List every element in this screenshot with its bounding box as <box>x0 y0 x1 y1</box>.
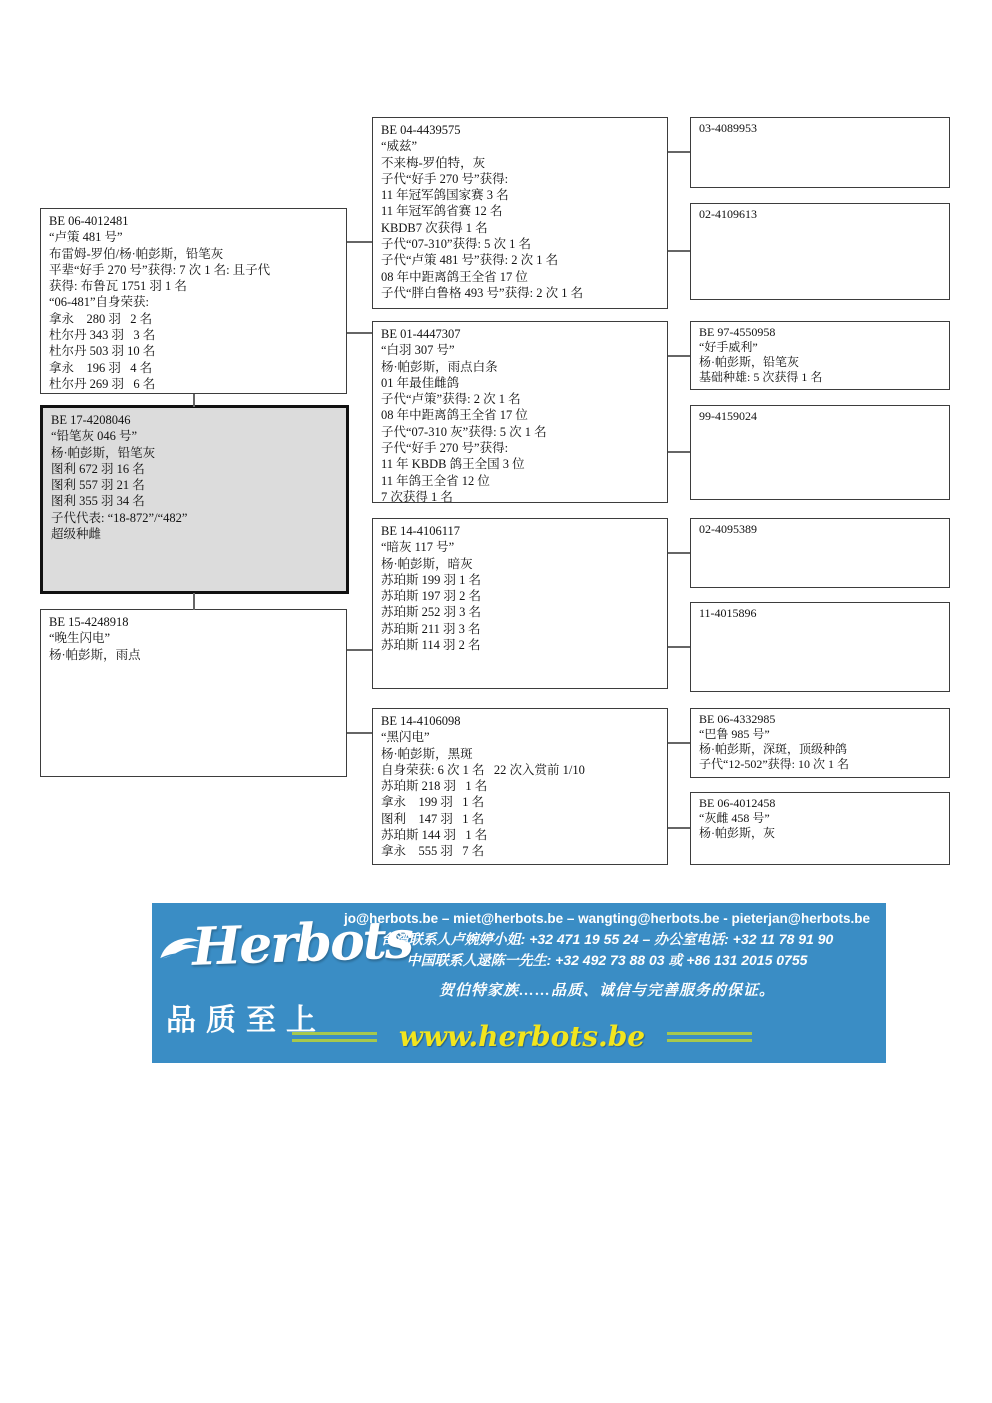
banner-website-url: www.herbots.be <box>398 1020 646 1053</box>
box-text-line: 08 年中距离鸽王全省 17 位 <box>381 408 528 423</box>
box-text-line: 杨·帕彭斯，暗灰 <box>381 556 473 571</box>
box-text-line: “铅笔灰 046 号” <box>51 429 138 444</box>
box-text-line: 超级种雌 <box>51 527 102 542</box>
box-text-line: “暗灰 117 号” <box>381 540 455 555</box>
box-text-line: 11 年 KBDB 鸽王全国 3 位 <box>381 457 525 472</box>
box-text-line: 自身荣获: 6 次 1 名 22 次入赏前 1/10 <box>381 762 585 777</box>
box-text-line: 02-4109613 <box>699 207 757 221</box>
dam-box <box>40 609 347 777</box>
box-text-line: 08 年中距离鸽王全省 17 位 <box>381 269 528 284</box>
box-text-line: 图利 672 羽 16 名 <box>51 461 145 476</box>
box-text-line: 获得: 布鲁瓦 1751 羽 1 名 <box>49 279 187 294</box>
box-text-line: 11-4015896 <box>699 606 757 620</box>
subject-box <box>40 405 349 594</box>
box-text-line: 拿永 555 羽 7 名 <box>381 844 485 859</box>
box-text-line: 不来梅-罗伯特，灰 <box>381 155 486 170</box>
box-text-line: BE 15-4248918 <box>49 615 129 629</box>
herbots-logo-text: Herbots <box>191 909 413 978</box>
box-text-line: 11 年鸽王全省 12 位 <box>381 473 490 488</box>
box-text-line: 苏珀斯 114 羽 2 名 <box>381 638 481 653</box>
box-text-line: BE 06-4332985 <box>699 712 776 726</box>
box-text-line: 杨·帕彭斯，雨点白条 <box>381 359 498 374</box>
box-text-line: BE 17-4208046 <box>51 413 131 427</box>
box-text-line: 杨·帕彭斯，深斑，顶级种鸽 <box>699 742 847 756</box>
box-text-line: 布雷姆-罗伯/杨·帕彭斯，铅笔灰 <box>49 246 224 261</box>
connector-gp3-ggp5 <box>668 552 690 554</box>
box-text-line: 基础种雄: 5 次获得 1 名 <box>699 370 823 384</box>
box-text-line: 图利 147 羽 1 名 <box>381 811 485 826</box>
connector-gp1-ggp1 <box>668 151 690 153</box>
box-text-line: 杨·帕彭斯，灰 <box>699 826 775 840</box>
box-text-line: 苏珀斯 197 羽 2 名 <box>381 589 482 604</box>
box-text-line: “巴鲁 985 号” <box>699 727 770 741</box>
box-text-line: “卢策 481 号” <box>49 230 123 245</box>
box-text-line: 杨·帕彭斯，铅笔灰 <box>699 355 799 369</box>
connector-gp2-ggp3 <box>668 355 690 357</box>
box-text-line: KBDB7 次获得 1 名 <box>381 220 488 235</box>
box-text-line: BE 06-4012481 <box>49 214 129 228</box>
box-text-line: 拿永 196 羽 4 名 <box>49 360 153 375</box>
box-text-line: 杜尔丹 269 羽 6 名 <box>49 376 156 391</box>
double-line-right-decoration <box>667 1032 752 1042</box>
great-grandparent-box-4 <box>690 405 950 500</box>
great-grandparent-box-5 <box>690 518 950 588</box>
box-text-line: 苏珀斯 218 羽 1 名 <box>381 779 488 794</box>
connector-gp1-ggp2 <box>668 250 690 252</box>
box-text-line: 02-4095389 <box>699 522 757 536</box>
box-text-line: 子代“07-310”获得: 5 次 1 名 <box>381 237 531 252</box>
box-text-line: 苏珀斯 144 羽 1 名 <box>381 828 488 843</box>
box-text-line: 苏珀斯 199 羽 1 名 <box>381 572 482 587</box>
box-text-line: “晚生闪电” <box>49 631 111 646</box>
herbots-banner <box>152 903 886 1063</box>
connector-subject-dam <box>193 593 195 610</box>
connector-gp4-ggp8 <box>668 827 690 829</box>
box-text-line: 11 年冠军鸽国家赛 3 名 <box>381 188 509 203</box>
box-text-line: 杜尔丹 503 羽 10 名 <box>49 344 156 359</box>
box-text-line: 子代“12-502”获得: 10 次 1 名 <box>699 757 849 771</box>
banner-website-row <box>292 1020 752 1053</box>
box-text-line: 03-4089953 <box>699 121 757 135</box>
box-text-line: “好手威利” <box>699 340 758 354</box>
connector-dam-gp4 <box>347 732 372 734</box>
box-text-line: 杨·帕彭斯，铅笔灰 <box>51 445 156 460</box>
box-text-line: 99-4159024 <box>699 409 757 423</box>
box-text-line: “威兹” <box>381 139 418 154</box>
box-text-line: 杨·帕彭斯，黑斑 <box>381 746 473 761</box>
great-grandparent-box-8 <box>690 792 950 865</box>
box-text-line: 拿永 199 羽 1 名 <box>381 795 485 810</box>
box-text-line: 图利 355 羽 34 名 <box>51 494 145 509</box>
box-text-line: 杜尔丹 343 羽 3 名 <box>49 328 156 343</box>
grandsire-maternal-box <box>372 518 668 689</box>
great-grandparent-box-1 <box>690 117 950 188</box>
box-text-line: 子代代表: “18-872”/“482” <box>51 510 188 525</box>
box-text-line: 子代“07-310 灰”获得: 5 次 1 名 <box>381 424 547 439</box>
connector-sire-gp2 <box>347 332 372 334</box>
box-text-line: “黑闪电” <box>381 730 430 745</box>
box-text-line: “灰雌 458 号” <box>699 811 770 825</box>
great-grandparent-box-6 <box>690 602 950 692</box>
box-text-line: BE 04-4439575 <box>381 123 461 137</box>
box-text-line: 图利 557 羽 21 名 <box>51 478 145 493</box>
box-text-line: 苏珀斯 211 羽 3 名 <box>381 621 481 636</box>
great-grandparent-box-2 <box>690 203 950 300</box>
double-line-left-decoration <box>292 1032 377 1042</box>
banner-contact-block <box>330 908 884 1000</box>
connector-sire-subject <box>193 394 195 407</box>
connector-gp3-ggp6 <box>668 646 690 648</box>
connector-gp2-ggp4 <box>668 451 690 453</box>
banner-emails: jo@herbots.be – miet@herbots.be – wangting@herbots.be - pieterjan@herbots.be <box>344 911 870 926</box>
box-text-line: BE 01-4447307 <box>381 327 461 341</box>
box-text-line: 11 年冠军鸽省赛 12 名 <box>381 204 503 219</box>
banner-tagline-cn: 品质至上 <box>166 1004 326 1037</box>
banner-contact-china: 中国联系人逯陈一先生: +32 492 73 88 03 或 +86 131 2015 0755 <box>406 952 808 968</box>
box-text-line: 子代“卢策”获得: 2 次 1 名 <box>381 392 521 407</box>
great-grandparent-box-3 <box>690 321 950 390</box>
box-text-line: 杨·帕彭斯，雨点 <box>49 647 141 662</box>
box-text-line: “白羽 307 号” <box>381 343 455 358</box>
box-text-line: 子代“好手 270 号”获得: <box>381 441 509 456</box>
grandsire-paternal-box <box>372 117 668 309</box>
sire-box <box>40 208 347 394</box>
box-text-line: 子代“胖白鲁格 493 号”获得: 2 次 1 名 <box>381 285 584 300</box>
box-text-line: 拿永 280 羽 2 名 <box>49 311 153 326</box>
box-text-line: 苏珀斯 252 羽 3 名 <box>381 605 482 620</box>
connector-gp4-ggp7 <box>668 742 690 744</box>
connector-dam-gp3 <box>347 649 372 651</box>
box-text-line: BE 14-4106117 <box>381 524 461 538</box>
box-text-line: BE 14-4106098 <box>381 714 461 728</box>
box-text-line: BE 06-4012458 <box>699 796 776 810</box>
banner-slogan: 贺伯特家族……品质、诚信与完善服务的保证。 <box>438 983 775 999</box>
granddam-paternal-box <box>372 321 668 503</box>
box-text-line: 7 次获得 1 名 <box>381 489 453 503</box>
box-text-line: “06-481”自身荣获: <box>49 295 149 310</box>
box-text-line: 子代“卢策 481 号”获得: 2 次 1 名 <box>381 253 559 268</box>
great-grandparent-box-7 <box>690 708 950 778</box>
granddam-maternal-box <box>372 708 668 865</box>
connector-sire-gp1 <box>347 241 372 243</box>
box-text-line: BE 97-4550958 <box>699 325 776 339</box>
banner-contact-taiwan: 台湾联系人卢婉婷小姐: +32 471 19 55 24 – 办公室电话: +32 11 78 91 90 <box>380 931 834 947</box>
box-text-line: 01 年最佳雌鸽 <box>381 375 460 390</box>
box-text-line: 子代“好手 270 号”获得: <box>381 171 509 186</box>
box-text-line: 平辈“好手 270 号”获得: 7 次 1 名: 且子代 <box>49 262 271 277</box>
